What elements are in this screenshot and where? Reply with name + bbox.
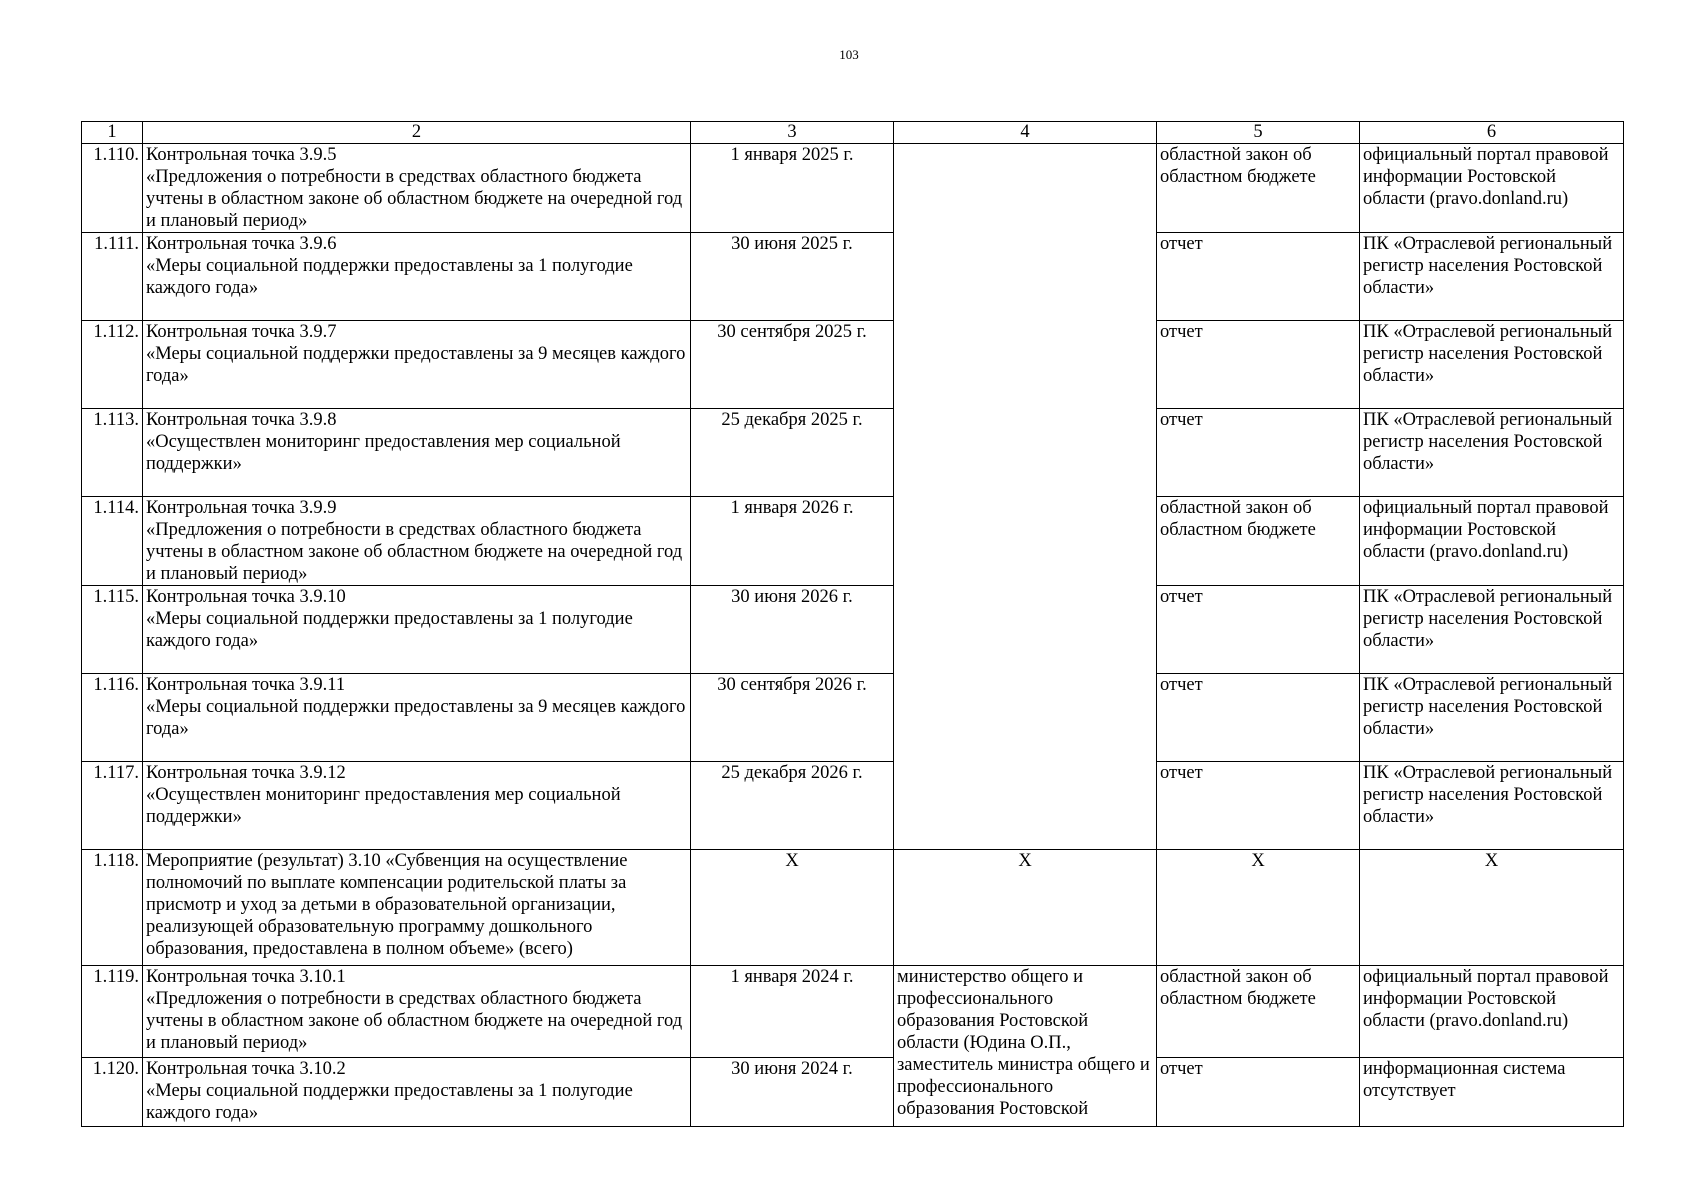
date-cell: 1 января 2025 г. [691,144,894,233]
row-number: 1.115. [82,586,143,674]
source-cell: официальный портал правовой информации Ростовской области (pravo.donland.ru) [1360,144,1624,233]
document-cell: областной закон об областном бюджете [1157,144,1360,233]
document-cell: отчет [1157,1058,1360,1127]
source-cell: официальный портал правовой информации Ростовской области (pravo.donland.ru) [1360,966,1624,1058]
event-cell [143,586,691,674]
event-text: Мероприятие (результат) 3.10 «Субвенция на осуществление полномочий по выплате компенсации родительской платы за присмотр и уход за детьми в образовательной организации, реализующей образовательную программу дошкольного образования, предоставлена в полном объеме» (всего) [146,851,628,959]
date-cell: 25 декабря 2026 г. [691,762,894,850]
document-cell: отчет [1157,409,1360,497]
responsible-cell: X [894,850,1157,966]
event-cell [143,966,691,1058]
row-number: 1.112. [82,321,143,409]
event-cell [143,850,691,966]
date-cell: 1 января 2024 г. [691,966,894,1058]
source-cell: информационная система отсутствует [1360,1058,1624,1127]
column-header-2: 2 [143,122,691,144]
table-row [82,586,1624,674]
table-header-row [82,122,1624,144]
checkpoint-title: Контрольная точка 3.9.6 [146,234,337,254]
checkpoint-text: «Предложения о потребности в средствах областного бюджета учтены в областном законе об областном бюджете на очередной год и плановый период» [146,989,683,1053]
row-number: 1.114. [82,497,143,586]
source-cell: X [1360,850,1624,966]
column-header-1: 1 [82,122,143,144]
responsible-cell: министерство общего и профессионального образования Ростовской области (Юдина О.П., заместитель министра общего и профессионального образования Ростовской [894,966,1157,1127]
row-number: 1.116. [82,674,143,762]
table-row [82,233,1624,321]
date-cell: 25 декабря 2025 г. [691,409,894,497]
table-row [82,850,1624,966]
table-row [82,409,1624,497]
document-cell: областной закон об областном бюджете [1157,497,1360,586]
checkpoint-text: «Осуществлен мониторинг предоставления мер социальной поддержки» [146,785,621,827]
checkpoint-title: Контрольная точка 3.9.5 [146,145,337,165]
checkpoint-title: Контрольная точка 3.9.9 [146,498,337,518]
document-cell: отчет [1157,233,1360,321]
checkpoint-text: «Предложения о потребности в средствах областного бюджета учтены в областном законе об областном бюджете на очередной год и плановый период» [146,167,683,231]
checkpoint-text: «Осуществлен мониторинг предоставления мер социальной поддержки» [146,432,621,474]
event-cell [143,321,691,409]
date-cell: X [691,850,894,966]
source-cell: ПК «Отраслевой региональный регистр населения Ростовской области» [1360,409,1624,497]
column-header-3: 3 [691,122,894,144]
row-number: 1.117. [82,762,143,850]
table-row [82,966,1624,1058]
source-cell: ПК «Отраслевой региональный регистр населения Ростовской области» [1360,586,1624,674]
checkpoint-title: Контрольная точка 3.10.2 [146,1059,346,1079]
checkpoint-text: «Меры социальной поддержки предоставлены за 9 месяцев каждого года» [146,344,686,386]
plan-table [81,121,1624,1127]
source-cell: ПК «Отраслевой региональный регистр населения Ростовской области» [1360,321,1624,409]
checkpoint-title: Контрольная точка 3.9.11 [146,675,346,695]
checkpoint-title: Контрольная точка 3.10.1 [146,967,346,987]
column-header-6: 6 [1360,122,1624,144]
checkpoint-title: Контрольная точка 3.9.12 [146,763,346,783]
document-cell: отчет [1157,674,1360,762]
table-row [82,674,1624,762]
column-header-4: 4 [894,122,1157,144]
checkpoint-text: «Меры социальной поддержки предоставлены за 1 полугодие каждого года» [146,609,633,651]
checkpoint-text: «Меры социальной поддержки предоставлены за 1 полугодие каждого года» [146,256,633,298]
row-number: 1.113. [82,409,143,497]
event-cell [143,674,691,762]
source-cell: ПК «Отраслевой региональный регистр населения Ростовской области» [1360,233,1624,321]
row-number: 1.110. [82,144,143,233]
date-cell: 30 июня 2025 г. [691,233,894,321]
checkpoint-text: «Предложения о потребности в средствах областного бюджета учтены в областном законе об областном бюджете на очередной год и плановый период» [146,520,683,584]
event-cell [143,144,691,233]
checkpoint-text: «Меры социальной поддержки предоставлены за 9 месяцев каждого года» [146,697,686,739]
date-cell: 30 июня 2026 г. [691,586,894,674]
date-cell: 30 сентября 2025 г. [691,321,894,409]
table-row [82,762,1624,850]
date-cell: 30 сентября 2026 г. [691,674,894,762]
source-cell: ПК «Отраслевой региональный регистр населения Ростовской области» [1360,674,1624,762]
event-cell [143,497,691,586]
source-cell: ПК «Отраслевой региональный регистр населения Ростовской области» [1360,762,1624,850]
event-cell [143,409,691,497]
event-cell [143,233,691,321]
table-row [82,497,1624,586]
date-cell: 1 января 2026 г. [691,497,894,586]
table-row [82,321,1624,409]
date-cell: 30 июня 2024 г. [691,1058,894,1127]
event-cell [143,762,691,850]
row-number: 1.119. [82,966,143,1058]
checkpoint-title: Контрольная точка 3.9.8 [146,410,337,430]
table-row [82,1058,1624,1127]
event-cell [143,1058,691,1127]
column-header-5: 5 [1157,122,1360,144]
document-cell: областной закон об областном бюджете [1157,966,1360,1058]
document-cell: отчет [1157,321,1360,409]
checkpoint-text: «Меры социальной поддержки предоставлены за 1 полугодие каждого года» [146,1081,633,1123]
row-number: 1.120. [82,1058,143,1127]
row-number: 1.111. [82,233,143,321]
document-cell: X [1157,850,1360,966]
page-number: 103 [839,47,859,62]
table-row [82,144,1624,233]
checkpoint-title: Контрольная точка 3.9.10 [146,587,346,607]
document-cell: отчет [1157,586,1360,674]
checkpoint-title: Контрольная точка 3.9.7 [146,322,337,342]
document-cell: отчет [1157,762,1360,850]
source-cell: официальный портал правовой информации Ростовской области (pravo.donland.ru) [1360,497,1624,586]
row-number: 1.118. [82,850,143,966]
responsible-cell-empty [894,144,1157,850]
